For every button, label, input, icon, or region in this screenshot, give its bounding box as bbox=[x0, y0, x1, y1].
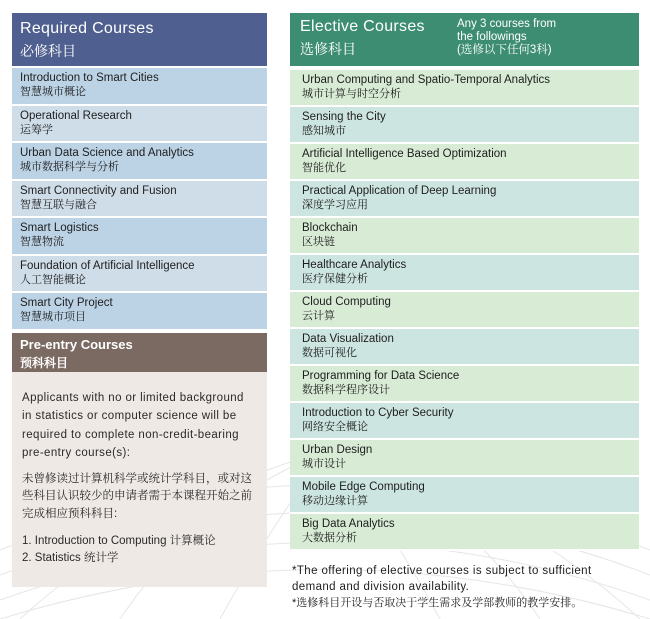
course-name-en: Smart Logistics bbox=[20, 222, 99, 234]
course-name-en: Introduction to Cyber Security bbox=[302, 407, 454, 419]
elective-footnote bbox=[292, 563, 637, 611]
course-name-zh: 智能优化 bbox=[302, 162, 346, 174]
elective-note-line: the followings bbox=[457, 31, 527, 43]
course-name-zh: 城市设计 bbox=[302, 458, 346, 470]
course-name-zh: 大数据分析 bbox=[302, 532, 357, 544]
elective-note-line: (选修以下任何3科) bbox=[457, 44, 552, 56]
elective-course-item bbox=[290, 292, 639, 329]
pre-entry-courses-header bbox=[12, 333, 267, 372]
course-name-zh: 网络安全概论 bbox=[302, 421, 368, 433]
course-name-en: Cloud Computing bbox=[302, 296, 391, 308]
required-course-item bbox=[12, 218, 267, 256]
pre-entry-course-item: 2. Statistics 统计学 bbox=[22, 552, 119, 564]
course-name-zh: 城市计算与时空分析 bbox=[302, 88, 401, 100]
elective-courses-column bbox=[290, 13, 639, 551]
course-name-zh: 深度学习应用 bbox=[302, 199, 368, 211]
course-name-en: Programming for Data Science bbox=[302, 370, 460, 382]
course-name-en: Smart City Project bbox=[20, 297, 113, 309]
course-name-zh: 人工智能概论 bbox=[20, 273, 86, 286]
required-course-item bbox=[12, 181, 267, 219]
course-name-en: Blockchain bbox=[302, 222, 358, 234]
elective-course-item bbox=[290, 366, 639, 403]
pre-entry-course-list bbox=[22, 533, 257, 567]
elective-selection-note bbox=[457, 18, 556, 57]
required-course-item bbox=[12, 256, 267, 294]
elective-note-line: Any 3 courses from bbox=[457, 18, 557, 30]
required-courses-header bbox=[12, 13, 267, 66]
course-name-zh: 智慧物流 bbox=[20, 236, 64, 248]
elective-course-item bbox=[290, 218, 639, 255]
footnote-en: *The offering of elective courses is subject to sufficient demand and division availability. bbox=[292, 565, 592, 593]
elective-course-item bbox=[290, 70, 639, 107]
pre-entry-description-box bbox=[12, 372, 267, 587]
course-name-en: Data Visualization bbox=[302, 333, 394, 345]
elective-course-item bbox=[290, 403, 639, 440]
required-course-list bbox=[12, 68, 267, 331]
course-name-zh: 云计算 bbox=[302, 310, 335, 322]
course-name-zh: 智慧互联与融合 bbox=[20, 198, 97, 211]
course-name-zh: 移动边缘计算 bbox=[302, 495, 368, 507]
course-name-en: Urban Design bbox=[302, 444, 373, 456]
course-name-en: Mobile Edge Computing bbox=[302, 481, 425, 493]
elective-course-item bbox=[290, 440, 639, 477]
course-name-en: Foundation of Artificial Intelligence bbox=[20, 259, 195, 272]
pre-entry-course-item: 1. Introduction to Computing 计算概论 bbox=[22, 535, 216, 547]
required-title-en: Required Courses bbox=[20, 20, 154, 37]
pre-entry-description-zh: 未曾修读过计算机科学或统计学科目，或对这些科目认识较少的申请者需于本课程开始之前完成相应预科科目: bbox=[22, 472, 252, 520]
pre-entry-title-en: Pre-entry Courses bbox=[20, 336, 133, 352]
elective-course-item bbox=[290, 329, 639, 366]
course-name-zh: 数据科学程序设计 bbox=[302, 384, 390, 396]
elective-course-item bbox=[290, 181, 639, 218]
course-name-zh: 城市数据科学与分析 bbox=[20, 161, 119, 173]
course-name-en: Artificial Intelligence Based Optimization bbox=[302, 148, 507, 160]
required-course-item bbox=[12, 293, 267, 331]
elective-course-item bbox=[290, 514, 639, 551]
course-name-en: Practical Application of Deep Learning bbox=[302, 185, 497, 197]
course-name-zh: 运筹学 bbox=[20, 123, 53, 136]
required-course-item bbox=[12, 143, 267, 181]
elective-title-zh: 选修科目 bbox=[300, 41, 356, 57]
course-name-zh: 智慧城市项目 bbox=[20, 311, 86, 323]
elective-course-item bbox=[290, 255, 639, 292]
pre-entry-title-zh: 预科科目 bbox=[20, 355, 69, 370]
required-course-item bbox=[12, 68, 267, 106]
course-name-en: Sensing the City bbox=[302, 111, 386, 123]
course-name-en: Urban Computing and Spatio-Temporal Analytics bbox=[302, 74, 551, 86]
required-and-pre-entry-column bbox=[12, 13, 267, 587]
elective-course-item bbox=[290, 144, 639, 181]
course-name-en: Big Data Analytics bbox=[302, 518, 395, 530]
elective-courses-header bbox=[290, 13, 639, 66]
course-name-zh: 智慧城市概论 bbox=[20, 86, 86, 98]
course-name-en: Healthcare Analytics bbox=[302, 259, 407, 271]
course-name-en: Smart Connectivity and Fusion bbox=[20, 184, 177, 197]
pre-entry-description-en: Applicants with no or limited background in statistics or computer science will be required to complete non-credit-bearing pre-entry course(s): bbox=[22, 391, 244, 459]
course-name-zh: 医疗保健分析 bbox=[302, 273, 368, 285]
course-name-zh: 感知城市 bbox=[302, 125, 346, 137]
course-name-en: Introduction to Smart Cities bbox=[20, 72, 159, 84]
course-name-zh: 区块链 bbox=[302, 236, 335, 248]
course-name-zh: 数据可视化 bbox=[302, 347, 357, 359]
elective-course-list bbox=[290, 70, 639, 551]
required-title-zh: 必修科目 bbox=[20, 43, 76, 59]
footnote-zh: *选修科目开设与否取决于学生需求及学部教师的教学安排。 bbox=[292, 597, 583, 609]
elective-course-item bbox=[290, 107, 639, 144]
required-course-item bbox=[12, 106, 267, 144]
course-name-en: Operational Research bbox=[20, 109, 132, 122]
course-name-en: Urban Data Science and Analytics bbox=[20, 147, 194, 159]
elective-title-en: Elective Courses bbox=[300, 18, 425, 35]
elective-course-item bbox=[290, 477, 639, 514]
